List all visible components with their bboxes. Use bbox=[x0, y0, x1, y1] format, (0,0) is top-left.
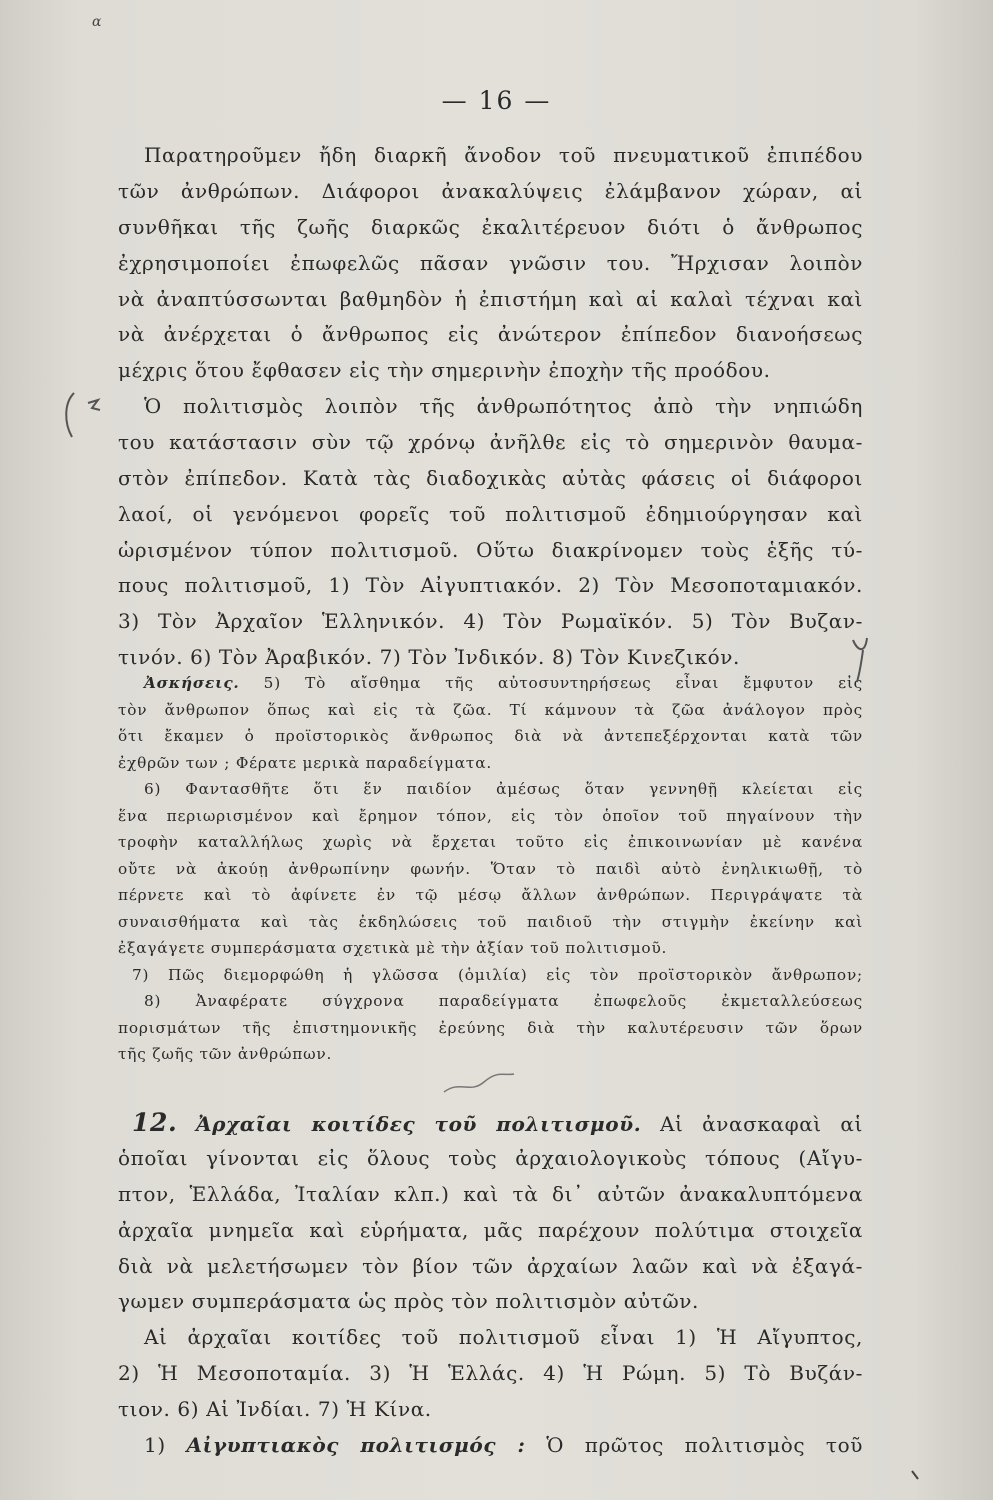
text-line: τινόν. 6) Τὸν Ἀραβικόν. 7) Τὸν Ἰνδικόν. 8) Τὸν Κινεζικόν. bbox=[118, 645, 740, 670]
pencil-bracket-mark bbox=[52, 385, 122, 445]
page-number: — 16 — bbox=[441, 86, 552, 115]
exercise-7-line: 7) Πῶς διεμορφώθη ἡ γλῶσσα (ὁμιλία) εἰς τὸν προϊστορικὸν ἄνθρωπον; bbox=[132, 965, 863, 984]
pencil-dot-mark bbox=[906, 1465, 926, 1485]
text-line: νὰ ἀναπτύσσωνται βαθμηδὸν ἡ ἐπιστήμη καὶ αἱ καλαὶ τέχναι καὶ bbox=[118, 286, 863, 311]
corner-mark: α bbox=[92, 14, 102, 30]
text-line: ὡρισμένον τύπον πολιτισμοῦ. Οὕτω διακρίνομεν τοὺς ἑξῆς τύ- bbox=[118, 537, 863, 562]
text-line: Παρατηροῦμεν ἤδη διαρκῆ ἄνοδον τοῦ πνευματικοῦ ἐπιπέδου bbox=[144, 143, 863, 167]
text-line: τῶν ἀνθρώπων. Διάφοροι ἀνακαλύψεις ἐλάμβανον χώραν, αἱ bbox=[118, 178, 863, 203]
text-line: ἀρχαῖα μνημεῖα καὶ εὑρήματα, μᾶς παρέχουν πολύτιμα στοιχεῖα bbox=[118, 1217, 863, 1242]
text-line: συνθῆκαι τῆς ζωῆς διαρκῶς ἐκαλιτέρευον διότι ὁ ἄνθρωπος bbox=[118, 214, 863, 239]
exercise-5-line: Ἀσκήσεις. 5) Τὸ αἴσθημα τῆς αὐτοσυντηρήσεως εἶναι ἔμφυτον εἰς bbox=[144, 674, 863, 692]
exercise-6-line: οὔτε νὰ ἀκούῃ ἀνθρωπίνην φωνήν. Ὅταν τὸ παιδὶ αὐτὸ ἐνηλικιωθῇ, τὸ bbox=[118, 859, 863, 878]
text-line: νὰ ἀνέρχεται ὁ ἄνθρωπος εἰς ἀνώτερον ἐπίπεδον διανοήσεως bbox=[118, 322, 863, 347]
exercise-5-line: ὅτι ἔκαμεν ὁ προϊστορικὸς ἄνθρωπος διὰ νὰ ἀντεπεξέρχονται κατὰ τῶν bbox=[118, 727, 863, 745]
text-line: ὁποῖαι γίνονται εἰς ὅλους τοὺς ἀρχαιολογικοὺς τόπους (Αἴγυ- bbox=[118, 1145, 863, 1170]
exercise-8-line: 8) Ἀναφέρατε σύγχρονα παραδείγματα ἐπωφελοῦς ἐκμεταλλεύσεως bbox=[144, 992, 863, 1010]
exercise-5-line: τὸν ἄνθρωπον ὅπως καὶ εἰς τὰ ζῶα. Τί κάμνουν τὰ ζῶα ἀνάλογον πρὸς bbox=[118, 700, 863, 719]
pencil-squiggle-mark bbox=[440, 1070, 520, 1100]
text-line: πους πολιτισμοῦ, 1) Τὸν Αἰγυπτιακόν. 2) Τὸν Μεσοποταμιακόν. bbox=[118, 573, 863, 598]
paragraph-2 bbox=[118, 389, 863, 676]
text-line: γωμεν συμπεράσματα ὡς πρὸς τὸν πολιτισμὸν αὐτῶν. bbox=[118, 1289, 699, 1314]
text-line: διὰ νὰ μελετήσωμεν τὸν βίον τῶν ἀρχαίων λαῶν καὶ νὰ ἐξαγά- bbox=[118, 1253, 863, 1278]
text-line: λαοί, οἱ γενόμενοι φορεῖς τοῦ πολιτισμοῦ ἐδημιούργησαν καὶ bbox=[118, 501, 863, 526]
exercises bbox=[118, 670, 863, 1068]
section-12 bbox=[118, 1105, 863, 1464]
text-line: του κατάστασιν σὺν τῷ χρόνῳ ἀνῆλθε εἰς τὸ σημερινὸν θαυμα- bbox=[118, 429, 863, 454]
exercise-6-line: ἕνα περιωρισμένον καὶ ἔρημον τόπον, εἰς τὸν ὁποῖον τοῦ πηγαίνουν τὴν bbox=[118, 806, 863, 825]
text-line: Αἱ ἀρχαῖαι κοιτίδες τοῦ πολιτισμοῦ εἶναι 1) Ἡ Αἴγυπτος, bbox=[144, 1325, 863, 1350]
paragraph-1 bbox=[118, 138, 863, 389]
exercise-5-line: ἐχθρῶν των ; Φέρατε μερικὰ παραδείγματα. bbox=[118, 753, 492, 772]
exercise-8-line: τῆς ζωῆς τῶν ἀνθρώπων. bbox=[118, 1045, 333, 1063]
text-line: μέχρις ὅτου ἔφθασεν εἰς τὴν σημερινὴν ἐποχὴν τῆς προόδου. bbox=[118, 358, 771, 383]
egypt-line: 1) Αἰγυπτιακὸς πολιτισμός : Ὁ πρῶτος πολιτισμὸς τοῦ bbox=[144, 1433, 863, 1458]
text-line: 3) Τὸν Ἀρχαῖον Ἑλληνικόν. 4) Τὸν Ρωμαϊκόν. 5) Τὸν Βυζαν- bbox=[118, 609, 863, 634]
exercise-6-line: πέρνετε καὶ τὸ ἀφίνετε ἐν τῷ μέσῳ ἄλλων ἀνθρώπων. Περιγράψατε τὰ bbox=[118, 886, 863, 904]
egypt-label: Αἰγυπτιακὸς πολιτισμός : bbox=[186, 1433, 526, 1458]
exercise-8-line: πορισμάτων τῆς ἐπιστημονικῆς ἐρεύνης διὰ τὴν καλυτέρευσιν τῶν ὅρων bbox=[118, 1018, 863, 1037]
exercise-6-line: τροφὴν καταλλήλως χωρὶς νὰ ἔρχεται τοῦτο εἰς ἐπικοινωνίαν μὲ κανένα bbox=[118, 833, 863, 851]
text-line: στὸν ἐπίπεδον. Κατὰ τὰς διαδοχικὰς αὐτὰς φάσεις οἱ διάφοροι bbox=[118, 465, 863, 490]
text-line: Ὁ πολιτισμὸς λοιπὸν τῆς ἀνθρωπότητος ἀπὸ τὴν νηπιώδη bbox=[144, 394, 863, 418]
text-line: ἐχρησιμοποίει ἐπωφελῶς πᾶσαν γνῶσιν του. Ἤρχισαν λοιπὸν bbox=[118, 250, 863, 275]
section-title: Ἀρχαῖαι κοιτίδες τοῦ πολιτισμοῦ. bbox=[196, 1112, 642, 1136]
exercise-6-line: συναισθήματα καὶ τὰς ἐκδηλώσεις τοῦ παιδιοῦ τὴν στιγμὴν ἐκείνην καὶ bbox=[118, 912, 863, 931]
section-number: 12. bbox=[132, 1108, 178, 1137]
text-line: 2) Ἡ Μεσοποταμία. 3) Ἡ Ἑλλάς. 4) Ἡ Ρώμη. 5) Τὸ Βυζάν- bbox=[118, 1361, 863, 1386]
section-heading-line: 12. Ἀρχαῖαι κοιτίδες τοῦ πολιτισμοῦ. Αἱ ἀνασκαφαὶ αἱ bbox=[132, 1108, 863, 1137]
exercises-label: Ἀσκήσεις. bbox=[144, 674, 240, 692]
text-line: πτον, Ἑλλάδα, Ἰταλίαν κλπ.) καὶ τὰ δι᾽ αὐτῶν ἀνακαλυπτόμενα bbox=[118, 1181, 863, 1206]
exercise-6-line: 6) Φαντασθῆτε ὅτι ἕν παιδίον ἀμέσως ὅταν γεννηθῇ κλείεται εἰς bbox=[144, 780, 863, 798]
exercise-6-line: ἐξαγάγετε συμπεράσματα σχετικὰ μὲ τὴν ἀξίαν τοῦ πολιτισμοῦ. bbox=[118, 939, 668, 957]
text-line: τιον. 6) Αἱ Ἰνδίαι. 7) Ἡ Κίνα. bbox=[118, 1397, 432, 1422]
